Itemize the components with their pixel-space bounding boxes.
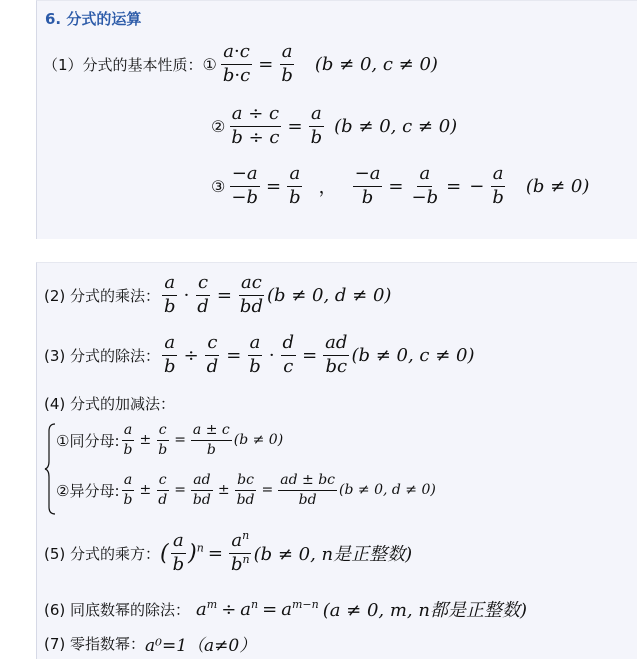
- basic-property-formula-1: （1）分式的基本性质： ① $\frac{a\cdot c}{b\cdot c}$ = $\frac{a}{b}$ (b ≠ 0, c ≠ 0): [43, 41, 438, 86]
- fraction: $\frac{a}{b}$: [249, 332, 261, 377]
- fraction: $\frac{-a}{b}$: [354, 163, 381, 208]
- basic-property-label: （1）分式的基本性质：: [43, 55, 203, 74]
- different-denominator-label: ②异分母:: [56, 481, 120, 500]
- separator: ，: [318, 177, 337, 199]
- fraction: $\frac{a}{b}$: [164, 332, 176, 377]
- fraction: $\frac{ad}{bd}$: [192, 472, 211, 508]
- condition: (a ≠ 0, m, n都是正整数): [322, 600, 527, 621]
- fraction: $\frac{a \div c}{b \div c}$: [231, 103, 280, 148]
- fraction: $\frac{d}{c}$: [282, 332, 295, 377]
- fraction: $\frac{a^n}{b^n}$: [230, 529, 250, 575]
- fraction: $\frac{a}{b}$: [123, 472, 133, 508]
- marker-2: ②: [211, 116, 226, 136]
- same-base-division-label: (6) 同底数幂的除法：: [44, 600, 191, 619]
- fraction: $\frac{-a}{-b}$: [231, 163, 258, 208]
- fraction: $\frac{ac}{bd}$: [239, 272, 263, 317]
- fraction: $\frac{a}{b}$: [492, 163, 504, 208]
- add-sub-different-denominator: ②异分母: $\frac{a}{b}$ ± $\frac{c}{d}$ = $\frac{ad}{bd}$ ± $\frac{bc}{bd}$ = $\frac{ad \pm bc}{bd}$ (b ≠ 0, d ≠ 0): [56, 472, 436, 508]
- same-base-division-formula: (6) 同底数幂的除法： $a^m$ ÷ $a^n$ = $a^{m-n}$ (a ≠ 0, m, n都是正整数): [44, 597, 527, 621]
- condition: (b ≠ 0, c ≠ 0): [314, 53, 438, 75]
- fraction: $\frac{a}{-b}$: [411, 163, 439, 208]
- condition: (b ≠ 0): [525, 175, 590, 197]
- zero-exponent-formula: [44, 631, 256, 656]
- power-label: (5) 分式的乘方：: [44, 544, 161, 563]
- fraction: $\frac{a}{b}$: [310, 103, 323, 148]
- add-sub-heading: [44, 393, 175, 414]
- fraction: $\frac{c}{b}$: [158, 422, 168, 458]
- fraction: $\frac{ad}{bc}$: [325, 332, 348, 377]
- condition: (b ≠ 0): [233, 432, 284, 449]
- fraction: $\frac{c}{d}$: [197, 272, 209, 317]
- marker-3: ③: [211, 176, 226, 196]
- fraction: $\frac{bc}{bd}$: [236, 472, 255, 508]
- power-formula: (5) 分式的乘方： ( $\frac{a}{b}$ )$^n$ = $\frac{a^n}{b^n}$ (b ≠ 0, n是正整数): [44, 529, 413, 575]
- fraction: $\frac{a}{b}$: [289, 163, 301, 208]
- condition: (b ≠ 0, d ≠ 0): [339, 482, 436, 499]
- condition: (b ≠ 0, d ≠ 0): [266, 284, 392, 306]
- fraction: $\frac{a}{b}$: [164, 272, 176, 317]
- fraction: $\frac{a}{b}$: [281, 41, 293, 86]
- fraction: $\frac{c}{d}$: [158, 472, 168, 508]
- fraction: $\frac{a}{b}$: [123, 422, 133, 458]
- same-denominator-label: ①同分母:: [56, 431, 120, 450]
- condition: (b ≠ 0, c ≠ 0): [334, 115, 458, 137]
- fraction: $\frac{c}{d}$: [206, 332, 219, 377]
- fraction: $\frac{a \pm c}{b}$: [192, 422, 230, 458]
- add-sub-label: (4) 分式的加减法：: [44, 395, 176, 413]
- condition: (b ≠ 0, n是正整数): [253, 544, 413, 566]
- multiply-formula: (2) 分式的乘法： $\frac{a}{b}$ · $\frac{c}{d}$ = $\frac{ac}{bd}$ (b ≠ 0, d ≠ 0): [44, 272, 392, 317]
- zero-exponent-label: (7) 零指数幂：: [44, 635, 146, 653]
- section-title: 6. 分式的运算: [45, 10, 142, 28]
- fraction: $\frac{a\cdot c}{b\cdot c}$: [222, 41, 251, 86]
- add-sub-same-denominator: ①同分母: $\frac{a}{b}$ ± $\frac{c}{b}$ = $\frac{a \pm c}{b}$ (b ≠ 0): [56, 422, 284, 458]
- basic-property-formula-3: ③ $\frac{-a}{-b}$ = $\frac{a}{b}$ ， $\frac{-a}{b}$ = $\frac{a}{-b}$ = − $\frac{a}{b}$ (b ≠ 0): [211, 163, 590, 208]
- basic-property-formula-2: ② $\frac{a \div c}{b \div c}$ = $\frac{a}{b}$ (b ≠ 0, c ≠ 0): [211, 103, 458, 148]
- marker-1: ①: [202, 54, 217, 74]
- multiply-label: (2) 分式的乘法：: [44, 286, 161, 305]
- fraction: $\frac{ad \pm bc}{bd}$: [280, 472, 336, 508]
- fraction: $\frac{a}{b}$: [172, 530, 185, 575]
- left-brace: [44, 423, 56, 515]
- basic-property-panel: [36, 0, 637, 239]
- zero-exponent-expression: a⁰=1（a≠0）: [145, 636, 257, 656]
- condition: (b ≠ 0, c ≠ 0): [351, 344, 475, 366]
- divide-label: (3) 分式的除法：: [44, 346, 161, 365]
- divide-formula: (3) 分式的除法： $\frac{a}{b}$ ÷ $\frac{c}{d}$ = $\frac{a}{b}$ · $\frac{d}{c}$ = $\frac{ad}{bc}$ (b ≠ 0, c ≠ 0): [44, 332, 475, 377]
